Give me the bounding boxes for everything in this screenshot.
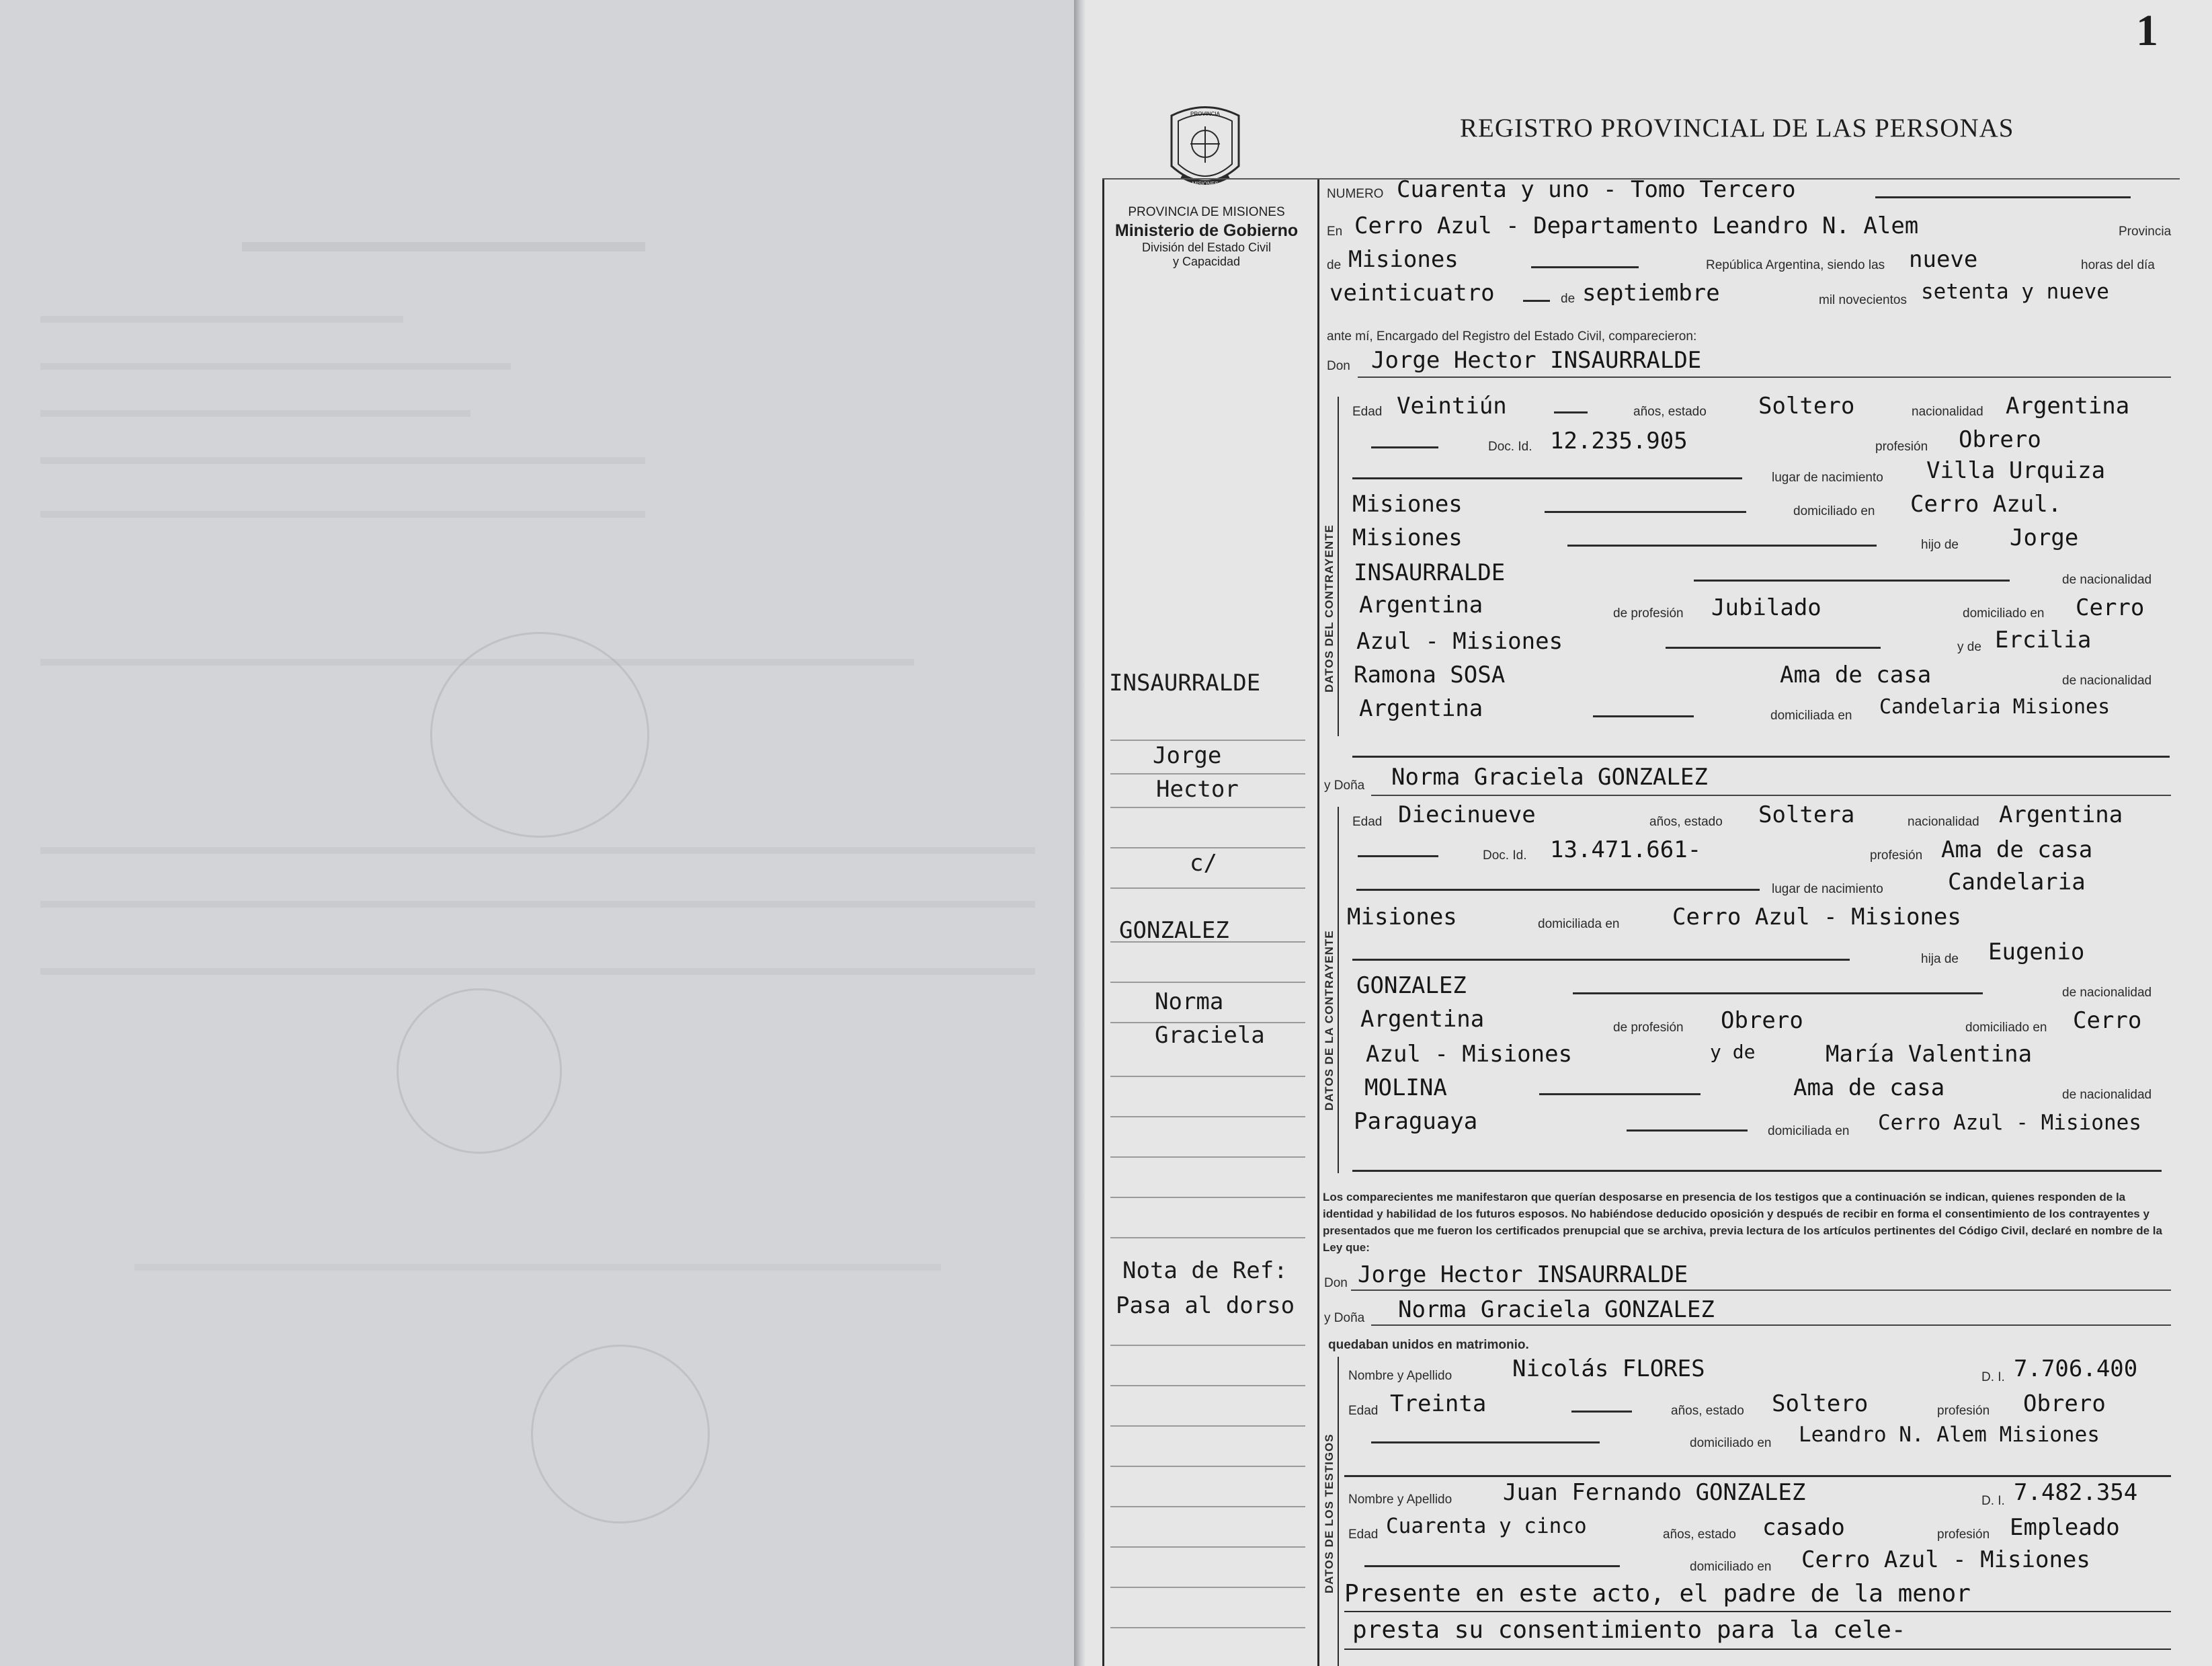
value-padre-prof-2: Obrero [1721,1007,1803,1034]
fill-line [1371,1441,1600,1443]
margin-rule [1110,740,1305,741]
value-anio: setenta y nueve [1921,280,2109,304]
label-lugar-nac: lugar de nacimiento [1772,471,1883,485]
label-provincia: Provincia [2119,225,2172,239]
fill-line [1573,992,1983,994]
crest-text-bottom: MISIONES [1192,181,1219,187]
value-testigo2-domicilio: Cerro Azul - Misiones [1801,1546,2090,1573]
label-de-nacionalidad-3: de nacionalidad [2062,986,2152,1000]
value-mes: septiembre [1582,280,1720,307]
margin-rule [1110,1425,1305,1427]
margin-name-1b: Hector [1156,776,1239,803]
registry-title: REGISTRO PROVINCIAL DE LAS PERSONAS [1460,114,2014,143]
value-testigo1-estado: Soltero [1772,1390,1869,1417]
ghost-text [40,901,1035,908]
main-divider [1317,178,1319,1666]
margin-rule [1110,847,1305,848]
fill-line [1352,756,2170,758]
fill-line [1875,196,2131,198]
label-de-nacionalidad-4: de nacionalidad [2062,1088,2152,1102]
note-line-2: presta su consentimiento para la cele- [1352,1616,1906,1644]
field-underline [1358,376,2171,378]
margin-name-2b: Graciela [1155,1022,1265,1049]
field-underline [1351,1290,2171,1291]
label-domiciliado: domiciliado en [1793,504,1875,518]
faded-seal [531,1345,710,1523]
value-madre-dom-2: Cerro Azul - Misiones [1878,1111,2141,1135]
value-madre-2: María Valentina [1826,1041,2033,1068]
margin-name-2a: Norma [1155,988,1224,1015]
section-label-testigos: DATOS DE LOS TESTIGOS [1323,1433,1336,1593]
value-padre-dom-2b: Azul - Misiones [1366,1041,1573,1068]
value-provincia: Misiones [1348,246,1459,273]
label-y-de: y de [1957,640,1981,654]
province-crest-icon [1165,102,1245,196]
province-name: PROVINCIA DE MISIONES [1128,205,1285,219]
value-profesion-1: Obrero [1959,426,2041,453]
label-anios-estado-3: años, estado [1671,1404,1744,1418]
value-nacionalidad-2: Argentina [1999,801,2123,828]
margin-connector: c/ [1190,850,1217,877]
label-de-nacionalidad: de nacionalidad [2062,573,2152,587]
margin-rule [1110,773,1305,775]
fill-line [1352,1170,2162,1172]
margin-rule [1110,887,1305,889]
label-de-profesion-2: de profesión [1613,1021,1684,1035]
label-hija-de: hija de [1921,952,1959,966]
margin-rule [1110,982,1305,983]
value-madre-y-de-2: y de [1710,1041,1756,1063]
label-y-dona: y Doña [1324,779,1365,793]
value-numero: Cuarenta y uno - Tomo Tercero [1397,176,1796,203]
value-padre-2: Eugenio [1988,939,2085,965]
ghost-text [40,511,645,518]
label-doc-2: Doc. Id. [1483,848,1527,863]
label-profesion-3: profesión [1937,1404,1990,1418]
label-hijo-de: hijo de [1921,538,1959,552]
value-testigo1-nombre: Nicolás FLORES [1512,1355,1705,1382]
marriage-statement: Los comparecientes me manifestaron que querían desposarse en presencia de los testigos que a continuación se indican, quienes responden de la identidad y habilidad de los futuros esposos. No habiéndose deducido oposición y después de recibir en forma el consentimiento de los contrayentes y presentados que me fueron los certificados prenupcial que se archiva, previa lectura de los artículos pertinentes del Código Civil, declaré en nombre de la Ley que: [1323,1191,2162,1254]
label-profesion: profesión [1875,440,1928,454]
label-edad-4: Edad [1348,1528,1379,1542]
fill-line [1356,889,1760,891]
ghost-text [40,847,1035,854]
value-doc-1: 12.235.905 [1550,428,1688,454]
page-number: 1 [2136,6,2158,55]
value-madre-prof-2: Ama de casa [1793,1074,1945,1101]
value-lugar-nac-2b: Misiones [1347,904,1457,930]
value-madre-nac-1: Argentina [1359,695,1483,722]
margin-rule [1110,1116,1305,1117]
value-domicilio-1: Cerro Azul. [1910,491,2062,518]
label-de-profesion: de profesión [1613,606,1684,621]
margin-rule [1110,1627,1305,1628]
label-domiciliado-4: domiciliado en [1690,1436,1772,1450]
label-di: D. I. [1981,1370,2005,1384]
label-de: de [1327,258,1342,272]
ghost-text [134,1264,941,1271]
value-estado-2: Soltera [1758,801,1855,828]
value-madre-dom-1: Candelaria Misiones [1879,695,2111,719]
value-lugar-nac-2: Candelaria [1948,869,2086,896]
value-madre-1: Ercilia [1995,627,2092,653]
label-republica: República Argentina, siendo las [1706,258,1885,272]
margin-rule [1110,1587,1305,1588]
label-nombre-apellido: Nombre y Apellido [1348,1369,1452,1383]
fill-line [1344,1649,2171,1650]
value-edad-1: Veintiún [1397,393,1507,420]
field-underline [1371,795,2171,796]
margin-rule [1110,1156,1305,1158]
margin-surname-2: GONZALEZ [1119,917,1229,944]
value-union-dona: Norma Graciela GONZALEZ [1398,1296,1715,1323]
label-nombre-apellido-2: Nombre y Apellido [1348,1493,1452,1507]
value-doc-2: 13.471.661- [1550,836,1702,863]
fill-line [1571,1411,1632,1413]
label-don: Don [1327,359,1350,373]
margin-divider [1102,178,1104,1666]
label-doc: Doc. Id. [1488,440,1532,454]
book-gutter [1074,0,1085,1666]
value-profesion-2: Ama de casa [1941,836,2093,863]
label-profesion-2: profesión [1870,848,1923,863]
value-padre-nac-1: Argentina [1359,592,1483,619]
label-edad-3: Edad [1348,1404,1379,1418]
label-nacionalidad: nacionalidad [1912,405,1983,419]
margin-rule [1110,1385,1305,1386]
ghost-text [40,457,645,464]
ghost-text [40,968,1035,975]
value-padre-2b: GONZALEZ [1356,972,1467,999]
label-edad-2: Edad [1352,815,1383,829]
value-hora: nueve [1909,246,1978,273]
margin-rule [1110,1345,1305,1346]
note-line-1: Presente en este acto, el padre de la menor [1344,1580,1971,1608]
fill-line [1523,300,1550,302]
value-testigo2-di: 7.482.354 [2014,1479,2138,1506]
value-madre-1b: Ramona SOSA [1354,662,1506,688]
value-estado-1: Soltero [1758,393,1855,420]
division-name-2: y Capacidad [1172,255,1241,269]
fill-line [1554,411,1588,413]
label-domiciliado-3: domiciliado en [1965,1021,2047,1035]
margin-ref-note-2: Pasa al dorso [1116,1292,1295,1319]
faded-seal [430,632,649,838]
faded-seal [397,988,562,1154]
fill-line [1364,1565,1620,1567]
label-domiciliado-5: domiciliado en [1690,1560,1772,1574]
field-underline [1371,1324,2171,1326]
value-madre-nac-2: Paraguaya [1354,1108,1478,1135]
margin-rule [1110,1466,1305,1467]
fill-line [1545,511,1746,513]
value-testigo1-domicilio: Leandro N. Alem Misiones [1799,1423,2100,1447]
label-profesion-4: profesión [1937,1528,1990,1542]
ghost-text [242,242,645,251]
fill-line [1567,545,1877,547]
margin-rule [1110,1506,1305,1507]
value-testigo2-profesion: Empleado [2010,1514,2120,1541]
label-lugar-nac-2: lugar de nacimiento [1772,882,1883,896]
value-don: Jorge Hector INSAURRALDE [1371,347,1702,374]
label-horas-dia: horas del día [2081,258,2155,272]
value-testigo2-nombre: Juan Fernando GONZALEZ [1503,1479,1806,1506]
label-nacionalidad-2: nacionalidad [1908,815,1979,829]
value-testigo1-edad: Treinta [1390,1390,1487,1417]
fill-line [1352,477,1742,479]
margin-rule [1110,1237,1305,1238]
section-divider [1338,1357,1339,1666]
ministry-name: Ministerio de Gobierno [1114,221,1299,240]
value-edad-2: Diecinueve [1398,801,1536,828]
margin-rule [1110,807,1305,808]
value-testigo1-profesion: Obrero [2023,1390,2106,1417]
value-madre-prof-1: Ama de casa [1780,662,1932,688]
value-padre-1b: INSAURRALDE [1354,559,1506,586]
value-dia: veinticuatro [1329,280,1495,307]
fill-line [1344,1475,2171,1477]
value-madre-2b: MOLINA [1364,1074,1447,1101]
margin-rule [1110,1546,1305,1548]
value-lugar: Cerro Azul - Departamento Leandro N. Alem [1354,212,1919,239]
ghost-text [40,363,511,370]
fill-line [1352,959,1850,961]
value-padre-dom-1b: Azul - Misiones [1356,628,1563,655]
label-y-dona-2: y Doña [1324,1311,1365,1325]
value-testigo2-edad: Cuarenta y cinco [1386,1514,1587,1538]
government-header [1102,205,1311,270]
value-union-don: Jorge Hector INSAURRALDE [1358,1261,1688,1288]
value-lugar-nac-1: Villa Urquiza [1926,457,2106,484]
fill-line [1344,1611,2171,1612]
label-quedaban: quedaban unidos en matrimonio. [1328,1338,1529,1352]
label-de-2: de [1561,292,1575,306]
value-domicilio-2: Cerro Azul - Misiones [1672,904,1961,930]
label-mil: mil novecientos [1819,293,1907,307]
section-label-contrayente: DATOS DEL CONTRAYENTE [1323,524,1336,692]
fill-line [1371,446,1438,448]
label-ante-mi: ante mí, Encargado del Registro del Estado Civil, comparecieron: [1327,329,1697,344]
fill-line [1593,715,1694,717]
value-padre-dom-2: Cerro [2073,1007,2142,1034]
label-edad: Edad [1352,405,1383,419]
value-domicilio-1b: Misiones [1352,524,1463,551]
fill-line [1694,580,2010,582]
label-domiciliada: domiciliada en [1770,709,1852,723]
section-label-contrayenta: DATOS DE LA CONTRAYENTE [1323,930,1336,1111]
ghost-text [40,316,403,323]
value-padre-prof-1: Jubilado [1711,594,1821,621]
margin-rule [1110,1197,1305,1198]
label-di-2: D. I. [1981,1494,2005,1508]
label-en: En [1327,225,1343,239]
margin-surname-1: INSAURRALDE [1109,670,1261,697]
label-don-2: Don [1324,1276,1348,1290]
ghost-text [40,410,470,417]
value-padre-dom-1: Cerro [2076,594,2145,621]
value-nacionalidad-1: Argentina [2006,393,2130,420]
value-padre-nac-2: Argentina [1360,1006,1485,1033]
value-testigo1-di: 7.706.400 [2014,1355,2138,1382]
value-lugar-nac-1b: Misiones [1352,491,1463,518]
label-anios-estado: años, estado [1633,405,1707,419]
margin-name-1a: Jorge [1153,742,1222,769]
label-domiciliado-2: domiciliado en [1963,606,2045,621]
left-page-faded [0,0,1074,1666]
label-domiciliada-2: domiciliada en [1538,917,1620,931]
fill-line [1627,1129,1748,1132]
section-divider [1338,807,1339,1173]
label-anios-estado-4: años, estado [1663,1528,1736,1542]
label-domiciliada-3: domiciliada en [1768,1124,1850,1138]
value-padre-1: Jorge [2010,524,2079,551]
fill-line [1539,1093,1701,1095]
margin-ref-note: Nota de Ref: [1122,1257,1288,1284]
fill-line [1358,855,1438,857]
section-divider [1338,397,1339,736]
division-name: División del Estado Civil [1141,240,1272,254]
label-de-nacionalidad-2: de nacionalidad [2062,674,2152,688]
value-dona: Norma Graciela GONZALEZ [1391,764,1708,791]
label-anios-estado-2: años, estado [1649,815,1723,829]
fill-line [1531,266,1639,268]
value-testigo2-estado: casado [1762,1514,1845,1541]
margin-rule [1110,1076,1305,1077]
label-numero: NUMERO [1327,187,1384,201]
crest-text-top: PROVINCIA [1190,111,1221,117]
fill-line [1666,647,1881,649]
